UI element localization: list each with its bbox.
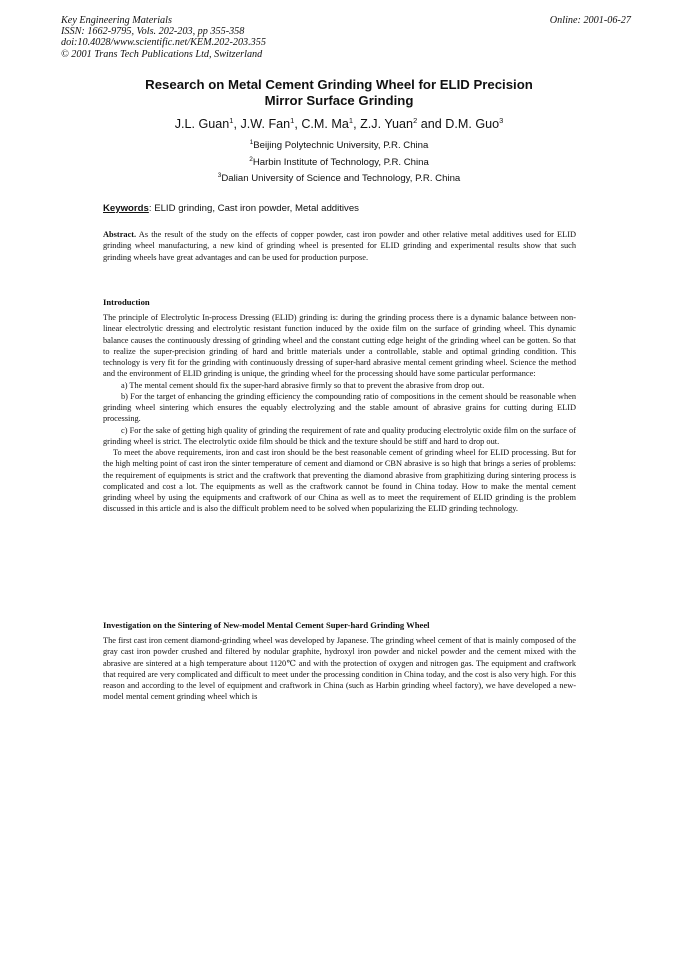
keywords-colon: : — [148, 203, 152, 214]
copyright-line: © 2001 Trans Tech Publications Ltd, Switzerland — [61, 48, 263, 60]
online-date: Online: 2001-06-27 — [549, 15, 631, 26]
author: J.W. Fan — [240, 117, 291, 131]
author-affil-sup: 3 — [499, 116, 504, 125]
author: J.L. Guan — [174, 117, 230, 131]
author-affil-sup: 1 — [348, 116, 354, 125]
author: C.M. Ma — [301, 117, 349, 131]
author-affil-sup: 1 — [229, 116, 234, 125]
sintering-heading: Investigation on the Sintering of New-model Mental Cement Super-hard Grinding Wheel — [103, 620, 430, 630]
keywords-text: ELID grinding, Cast iron powder, Metal additives — [151, 203, 359, 214]
affiliation-sup: 1 — [249, 139, 254, 146]
issn-line: ISSN: 1662-9795, Vols. 202-203, pp 355-358 — [61, 26, 245, 38]
introduction-body — [103, 312, 576, 515]
sintering-body — [103, 635, 576, 703]
affiliation-text: Beijing Polytechnic University, P.R. China — [253, 140, 429, 151]
author-affil-sup: 1 — [290, 116, 295, 125]
affiliation-sup: 3 — [217, 172, 222, 179]
intro-item-c: c) For the sake of getting high quality of grinding the requirement of rate and quality producing electrolytic oxide film on the surface of grinding wheel is strict. The electrolytic oxide film should be thick and the texture should be stiff and hard to drop out. — [103, 425, 576, 446]
author-separator: , — [294, 117, 302, 131]
abstract-text: As the result of the study on the effects of copper powder, cast iron powder and other relative metal additives used for ELID grinding wheel manufacturing, a new kind of grinding wheel is presented for ELID grinding and experimental results show that such grinding wheels have great advantages and can be used for production purpose. — [103, 230, 576, 262]
author-affil-sup: 2 — [413, 116, 418, 125]
intro-paragraph-2: To meet the above requirements, iron and cast iron should be the best reasonable cement of grinding wheel for ELID processing. But for the high melting point of cast iron the sinter temperature of cement and diamond or CBN abrasive is so high that brings a series of problems: the requirement of equipments is strict and the craftwork that preventing the diamond abrasive from graphitizing during sintering process is complicated and cost a lot. The equipments as well as the craftwork cannot be found in China today. How to make the mental cement grinding wheel by using the equipments and craftwork of our China as well as to meet the requirement of ELID grinding is the problem discussed in this article and is also the difficult problem need to be solved when popularizing the ELID grinding technology. — [103, 448, 576, 514]
author-list — [60, 117, 618, 132]
sintering-paragraph-1: The first cast iron cement diamond-grinding wheel was developed by Japanese. The grinding wheel cement of that is mainly composed of the gray cast iron powder crushed and filtered by nodular graphite, hydroxyl iron powder and nickel powder and the cement mixed with the abrasive are sintered at a high temperature about 1120℃ and with the protection of oxygen and nitrogen gas. The equipment and craftwork that required are very complicated and difficult to meet under the processing condition in China today, and the cost is also very high. For this reason and according to the level of equipment and craftwork in China (such as Harbin grinding wheel factory), we have developed a new-model mental cement grinding wheel which is — [103, 636, 576, 702]
author-separator: and — [417, 117, 446, 131]
affiliation — [60, 155, 618, 172]
keywords — [103, 203, 359, 214]
journal-header — [61, 15, 621, 60]
doi-line[interactable]: doi:10.4028/www.scientific.net/KEM.202-203.355 — [61, 37, 266, 49]
keywords-label: Keywords — [103, 203, 149, 214]
affiliation-text: Harbin Institute of Technology, P.R. China — [252, 156, 429, 168]
intro-item-b: b) For the target of enhancing the grinding efficiency the compounding ratio of compositions in the cement should be reasonable when grinding wheel sintering which ensures the equably electrolyzing and the stable amount of abrasive grains for cutting during ELID processing. — [103, 391, 576, 424]
affiliation-text: Dalian University of Science and Technology, P.R. China — [221, 173, 461, 184]
affiliation-sup: 2 — [249, 155, 253, 163]
author-separator: , — [353, 117, 361, 131]
author-separator: , — [233, 117, 241, 131]
affiliation — [60, 171, 618, 188]
abstract-label: Abstract. — [103, 230, 137, 239]
journal-name: Key Engineering Materials — [61, 15, 172, 26]
abstract — [103, 229, 576, 263]
title-line-2: Mirror Surface Grinding — [264, 92, 414, 108]
author: Z.J. Yuan — [360, 117, 414, 131]
affiliation — [60, 138, 618, 155]
paper-title — [60, 77, 618, 108]
intro-paragraph-1: The principle of Electrolytic In-process Dressing (ELID) grinding is: during the grinding process there is a dynamic balance between non-linear electrolytic dressing and electrolytic resistant function induced by the oxide film on the surface of grinding wheel. This dynamic balance causes the continuously dressing of grinding wheel and the constant cutting edge height of the grinding wheel can be gotten. So that to realize the super-precision grinding of hard and brittle materials under a controllable, stable and optimal grinding condition. This technology is very fit for the grinding with continuously dressing of super-hard abrasive mental cement grinding wheel. Science the method and the environment of ELID grinding is unique, the grinding wheel for the processing should have some particular performance: — [103, 313, 576, 379]
affiliation-list — [60, 138, 618, 188]
intro-item-a: a) The mental cement should fix the super-hard abrasive firmly so that to prevent the abrasive from drop out. — [121, 380, 485, 390]
introduction-heading: Introduction — [103, 297, 150, 307]
author: D.M. Guo — [445, 117, 500, 131]
title-line-1: Research on Metal Cement Grinding Wheel for ELID Precision — [145, 77, 533, 92]
